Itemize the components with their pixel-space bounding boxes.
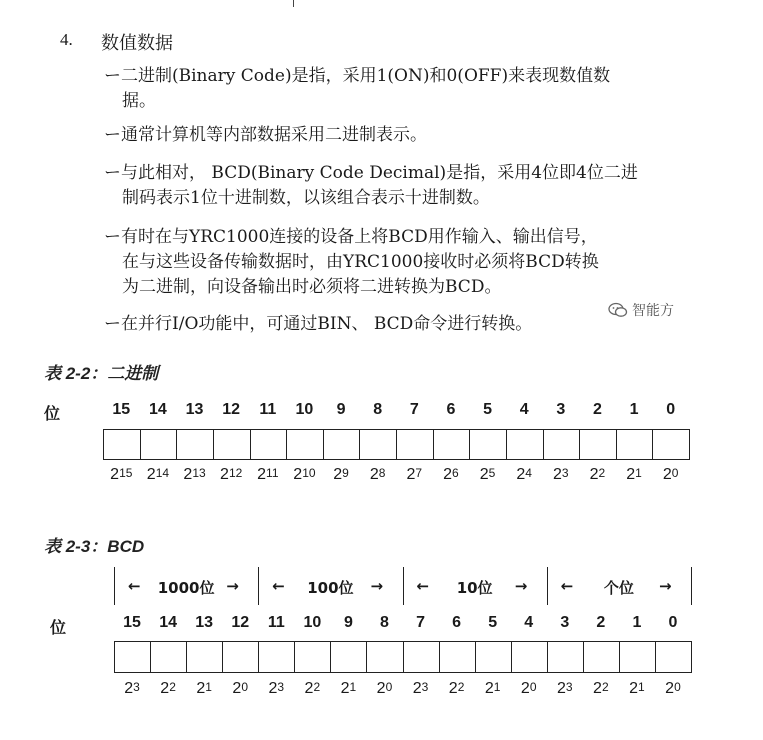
- group-divider: [403, 567, 404, 605]
- weight-base: 2: [626, 466, 636, 483]
- section-number: 4.: [60, 30, 73, 49]
- weight-exponent: 3: [421, 680, 429, 694]
- weight-base: 2: [220, 466, 229, 483]
- bit-number: 10: [295, 401, 314, 418]
- bit-cell: [619, 641, 656, 673]
- section-title: 数值数据: [101, 33, 173, 54]
- bit-number: 0: [668, 614, 678, 631]
- bit-weight: [184, 680, 224, 698]
- bit-number: 6: [452, 614, 462, 631]
- weight-exponent: 0: [674, 680, 681, 694]
- wechat-icon: [608, 302, 628, 318]
- weight-exponent: 0: [385, 680, 393, 694]
- bit-weight: [541, 466, 581, 484]
- bit-weight: [248, 466, 288, 484]
- bit-number: 9: [336, 401, 346, 418]
- bit-number: 12: [222, 401, 241, 418]
- paragraph: [104, 64, 704, 114]
- weight-exponent: 12: [228, 466, 243, 480]
- bit-number: 5: [483, 401, 493, 418]
- weight-base: 2: [556, 680, 566, 697]
- weight-base: 2: [479, 466, 489, 483]
- group-right-arrow: →: [659, 577, 672, 595]
- bit-number: 3: [556, 401, 566, 418]
- bit-number: 9: [343, 614, 353, 631]
- group-left-arrow: ←: [128, 577, 141, 595]
- group-right-arrow: →: [226, 577, 239, 595]
- weight-exponent: 7: [415, 466, 423, 480]
- weight-exponent: 0: [671, 466, 679, 480]
- bit-cell: [250, 429, 288, 460]
- weight-exponent: 1: [349, 680, 357, 694]
- weight-exponent: 10: [302, 466, 316, 480]
- bit-weight: [509, 680, 549, 698]
- bit-number: 14: [159, 614, 177, 631]
- weight-base: 2: [484, 680, 494, 697]
- weight-base: 2: [160, 680, 170, 697]
- bit-weight: [437, 680, 477, 698]
- bit-cell: [655, 641, 692, 673]
- bit-cell: [186, 641, 223, 673]
- weight-exponent: 3: [133, 680, 140, 694]
- bit-number: 13: [185, 401, 204, 418]
- bit-cell: [511, 641, 548, 673]
- bit-number: 6: [446, 401, 456, 418]
- weight-base: 2: [443, 466, 453, 483]
- table-bcd-row-label: 位: [50, 618, 67, 637]
- weight-base: 2: [665, 680, 675, 697]
- group-divider: [691, 567, 692, 605]
- bit-cell: [583, 641, 620, 673]
- bit-weight: [468, 466, 508, 484]
- weight-exponent: 2: [598, 466, 606, 480]
- weight-base: 2: [268, 680, 278, 697]
- weight-base: 2: [520, 680, 530, 697]
- bit-cell: [403, 641, 440, 673]
- bit-cell: [323, 429, 361, 460]
- weight-exponent: 1: [205, 680, 212, 694]
- bit-number: 1: [629, 401, 639, 418]
- weight-base: 2: [293, 466, 303, 483]
- paragraph: [104, 225, 704, 300]
- weight-exponent: 9: [342, 466, 349, 480]
- weight-base: 2: [406, 466, 416, 483]
- bit-number: 11: [259, 401, 277, 418]
- bit-number: 7: [416, 614, 425, 631]
- weight-base: 2: [183, 466, 193, 483]
- weight-base: 2: [662, 466, 672, 483]
- group-divider: [114, 567, 115, 605]
- bit-weight: [473, 680, 513, 698]
- bit-weight: [653, 680, 693, 698]
- table-binary-row-label: 位: [44, 404, 61, 423]
- weight-base: 2: [589, 466, 599, 483]
- paragraph-line: ー在并行I/O功能中，可通过BIN、 BCD命令进行转换。: [104, 314, 533, 334]
- weight-exponent: 1: [638, 680, 645, 694]
- paragraph-line: ー与此相对， BCD(Binary Code Decimal)是指，采用4位即4位二进: [104, 163, 638, 183]
- bit-cell: [475, 641, 512, 673]
- bit-number: 15: [112, 401, 131, 418]
- bit-weight: [112, 680, 152, 698]
- page-top-tick: [293, 0, 294, 7]
- group-left-arrow: ←: [272, 577, 285, 595]
- weight-exponent: 2: [313, 680, 321, 694]
- watermark: [608, 300, 674, 320]
- paragraph-line: ー通常计算机等内部数据采用二进制表示。: [104, 125, 427, 145]
- weight-exponent: 3: [565, 680, 573, 694]
- bit-number: 4: [524, 614, 534, 631]
- weight-exponent: 0: [529, 680, 537, 694]
- group-label: 100位: [307, 579, 354, 597]
- bit-weight: [364, 680, 404, 698]
- group-label: 个位: [603, 579, 634, 597]
- bit-cell: [222, 641, 259, 673]
- weight-base: 2: [124, 680, 134, 697]
- bit-number: 4: [519, 401, 529, 418]
- weight-exponent: 0: [241, 680, 249, 694]
- weight-exponent: 3: [561, 466, 569, 480]
- weight-exponent: 2: [457, 680, 465, 694]
- group-divider: [258, 567, 259, 605]
- bit-cell: [258, 641, 295, 673]
- bit-weight: [401, 680, 441, 698]
- weight-base: 2: [412, 680, 422, 697]
- group-label: 1000位: [157, 579, 215, 597]
- bit-weight: [220, 680, 260, 698]
- bit-cell: [140, 429, 178, 460]
- bit-weight: [101, 466, 141, 484]
- weight-exponent: 1: [635, 466, 642, 480]
- weight-base: 2: [629, 680, 639, 697]
- bit-cell: [213, 429, 251, 460]
- bit-cell: [616, 429, 654, 460]
- bit-weight: [328, 680, 368, 698]
- bit-number: 15: [123, 614, 141, 631]
- bit-cell: [359, 429, 397, 460]
- bit-cell: [330, 641, 367, 673]
- bit-weight: [614, 466, 654, 484]
- weight-exponent: 13: [192, 466, 206, 480]
- group-left-arrow: ←: [416, 577, 430, 595]
- bit-cell: [652, 429, 690, 460]
- bit-cell: [176, 429, 214, 460]
- bit-weight: [617, 680, 657, 698]
- paragraph-line: ー有时在与YRC1000连接的设备上将BCD用作输入、输出信号，: [104, 227, 598, 247]
- bit-weight: [431, 466, 471, 484]
- bit-number: 7: [409, 401, 419, 418]
- bit-cell: [506, 429, 544, 460]
- table-binary-caption: 表 2-2：二进制: [44, 364, 159, 383]
- bit-weight: [256, 680, 296, 698]
- bit-weight: [651, 466, 691, 484]
- weight-base: 2: [257, 466, 267, 483]
- weight-exponent: 1: [493, 680, 501, 694]
- weight-exponent: 6: [452, 466, 459, 480]
- bit-number: 12: [231, 614, 250, 631]
- bit-cell: [543, 429, 581, 460]
- bit-number: 10: [303, 614, 322, 631]
- bit-number: 3: [560, 614, 570, 631]
- weight-exponent: 14: [155, 466, 170, 480]
- weight-base: 2: [593, 680, 602, 697]
- weight-exponent: 3: [277, 680, 285, 694]
- weight-exponent: 2: [601, 680, 609, 694]
- bit-weight: [321, 466, 361, 484]
- weight-base: 2: [304, 680, 314, 697]
- weight-base: 2: [369, 466, 379, 483]
- weight-exponent: 8: [378, 466, 386, 480]
- bit-cell: [469, 429, 507, 460]
- paragraph-line: 据。: [122, 91, 156, 111]
- group-label: 10位: [456, 579, 493, 597]
- bit-number: 11: [267, 614, 285, 631]
- weight-exponent: 15: [119, 466, 133, 480]
- weight-exponent: 4: [525, 466, 532, 480]
- weight-exponent: 11: [266, 466, 279, 480]
- bit-weight: [581, 680, 621, 698]
- weight-exponent: 2: [169, 680, 176, 694]
- weight-base: 2: [333, 466, 343, 483]
- bit-weight: [504, 466, 544, 484]
- group-right-arrow: →: [370, 577, 384, 595]
- bit-cell: [547, 641, 584, 673]
- bit-cell: [114, 641, 151, 673]
- bit-weight: [175, 466, 215, 484]
- group-left-arrow: ←: [560, 577, 574, 595]
- bit-cell: [366, 641, 403, 673]
- weight-base: 2: [448, 680, 458, 697]
- weight-exponent: 5: [488, 466, 496, 480]
- bit-number: 14: [149, 401, 167, 418]
- paragraph-line: 为二进制，向设备输出时必须将二进转换为BCD。: [122, 277, 502, 297]
- weight-base: 2: [340, 680, 350, 697]
- weight-base: 2: [196, 680, 206, 697]
- bit-weight: [284, 466, 324, 484]
- weight-base: 2: [553, 466, 562, 483]
- paragraph: [104, 161, 704, 211]
- paragraph-line: 制码表示1位十进制数，以该组合表示十进制数。: [122, 188, 490, 208]
- bit-weight: [358, 466, 398, 484]
- paragraph-line: 在与这些设备传输数据时，由YRC1000接收时必须将BCD转换: [122, 252, 599, 272]
- bit-weight: [577, 466, 617, 484]
- bit-cell: [433, 429, 471, 460]
- bit-number: 13: [195, 614, 214, 631]
- weight-base: 2: [376, 680, 386, 697]
- bit-weight: [545, 680, 585, 698]
- bit-number: 5: [488, 614, 498, 631]
- weight-base: 2: [516, 466, 526, 483]
- bit-cell: [294, 641, 331, 673]
- group-right-arrow: →: [514, 577, 528, 595]
- bit-weight: [394, 466, 434, 484]
- bit-cell: [439, 641, 476, 673]
- weight-base: 2: [146, 466, 156, 483]
- paragraph: [104, 123, 704, 148]
- bit-cell: [103, 429, 141, 460]
- bit-weight: [148, 680, 188, 698]
- paragraph-line: ー二进制(Binary Code)是指，采用1(ON)和0(OFF)来表现数值数: [104, 66, 611, 86]
- bit-cell: [150, 641, 187, 673]
- group-divider: [547, 567, 548, 605]
- bit-number: 0: [666, 401, 676, 418]
- weight-base: 2: [232, 680, 242, 697]
- bit-weight: [211, 466, 251, 484]
- bit-cell: [396, 429, 434, 460]
- bit-number: 2: [596, 614, 606, 631]
- bit-cell: [286, 429, 324, 460]
- bit-cell: [579, 429, 617, 460]
- bit-weight: [292, 680, 332, 698]
- bit-number: 1: [632, 614, 642, 631]
- bit-number: 8: [380, 614, 389, 631]
- table-bcd-caption: 表 2-3：BCD: [44, 537, 145, 556]
- bit-number: 2: [592, 401, 602, 418]
- watermark-text: 智能方: [632, 303, 674, 319]
- weight-base: 2: [110, 466, 120, 483]
- bit-weight: [138, 466, 178, 484]
- bit-number: 8: [373, 401, 383, 418]
